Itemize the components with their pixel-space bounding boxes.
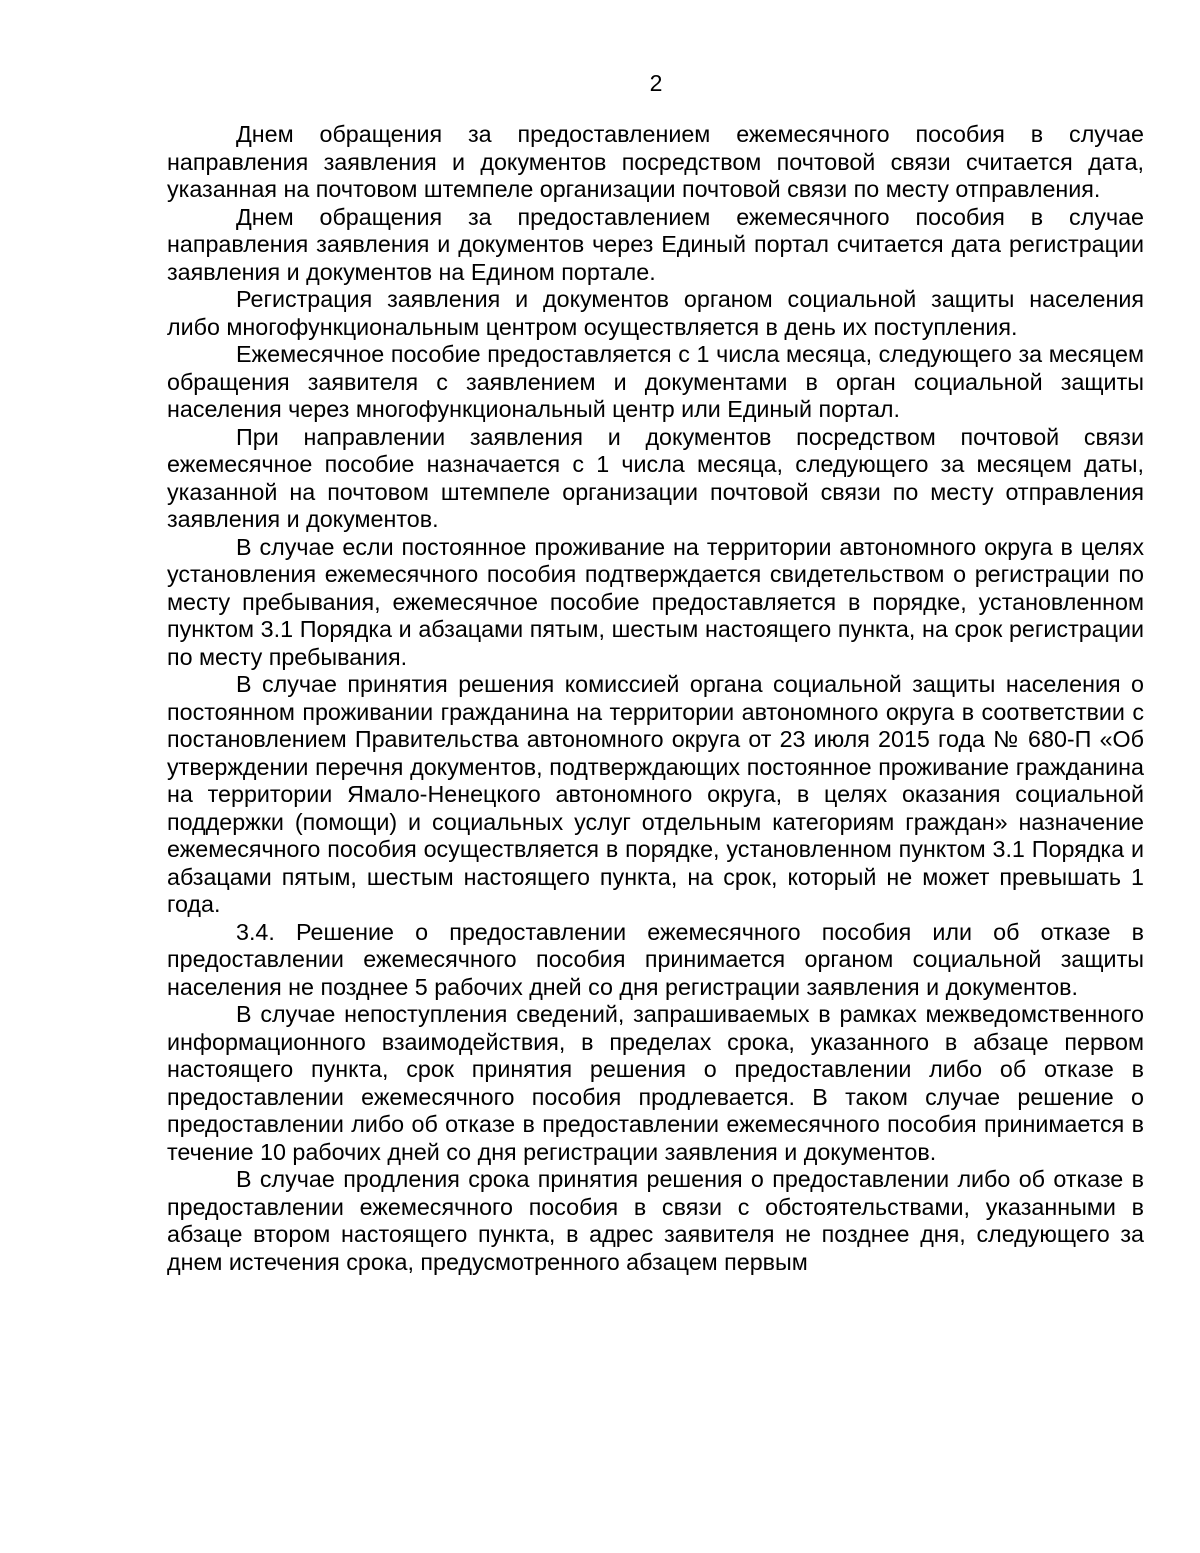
paragraph-filing-date-post: Днем обращения за предоставлением ежемесячного пособия в случае направления заявления и документов посредством почтовой связи считается дата, указанная на почтовом штемпеле организации почтовой связи по месту отправления. [167, 121, 1144, 202]
paragraph-benefit-start-post: При направлении заявления и документов посредством почтовой связи ежемесячное пособие назначается с 1 числа месяца, следующего за месяцем даты, указанной на почтовом штемпеле организации почтовой связи по месту отправления заявления и документов. [167, 423, 1144, 532]
paragraph-commission-decision: В случае принятия решения комиссией органа социальной защиты населения о постоянном проживании гражданина на территории автономного округа в соответствии с постановлением Правительства автономного округа от 23 июля 2015 года № 680-П «Об утверждении перечня документов, подтверждающих постоянное проживание гражданина на территории Ямало-Ненецкого автономного округа, в целях оказания социальной поддержки (помощи) и социальных услуг отдельным категориям граждан» назначение ежемесячного пособия осуществляется в порядке, установленном пунктом 3.1 Порядка и абзацами пятым, шестым настоящего пункта, на срок, который не может превышать 1 года. [167, 671, 1144, 917]
paragraph-registration: Регистрация заявления и документов органом социальной защиты населения либо многофункциональным центром осуществляется в день их поступления. [167, 286, 1144, 340]
paragraph-filing-date-portal: Днем обращения за предоставлением ежемесячного пособия в случае направления заявления и документов через Единый портал считается дата регистрации заявления и документов на Едином портале. [167, 203, 1144, 285]
page-number: 2 [649, 70, 663, 96]
paragraph-benefit-start: Ежемесячное пособие предоставляется с 1 числа месяца, следующего за месяцем обращения заявителя с заявлением и документами в орган социальной защиты населения через многофункциональный центр или Единый портал. [167, 341, 1144, 422]
paragraph-extension-notice: В случае продления срока принятия решения о предоставлении либо об отказе в предоставлении ежемесячного пособия в связи с обстоятельствами, указанными в абзаце втором настоящего пункта, в адрес заявителя не позднее дня, следующего за днем истечения срока, предусмотренного абзацем первым [167, 1166, 1144, 1275]
paragraph-temporary-registration: В случае если постоянное проживание на территории автономного округа в целях установления ежемесячного пособия подтверждается свидетельством о регистрации по месту пребывания, ежемесячное пособие предоставляется в порядке, установленном пунктом 3.1 Порядка и абзацами пятым, шестым настоящего пункта, на срок регистрации по месту пребывания. [167, 533, 1144, 670]
paragraph-term-extension: В случае непоступления сведений, запрашиваемых в рамках межведомственного информационного взаимодействия, в пределах срока, указанного в абзаце первом настоящего пункта, срок принятия решения о предоставлении либо об отказе в предоставлении ежемесячного пособия продлевается. В таком случае решение о предоставлении либо об отказе в предоставлении ежемесячного пособия принимается в течение 10 рабочих дней со дня регистрации заявления и документов. [167, 1001, 1144, 1165]
paragraph-clause-3-4: 3.4. Решение о предоставлении ежемесячного пособия или об отказе в предоставлении ежемесячного пособия принимается органом социальной защиты населения не позднее 5 рабочих дней со дня регистрации заявления и документов. [167, 918, 1144, 1000]
document-body [167, 121, 1144, 1276]
